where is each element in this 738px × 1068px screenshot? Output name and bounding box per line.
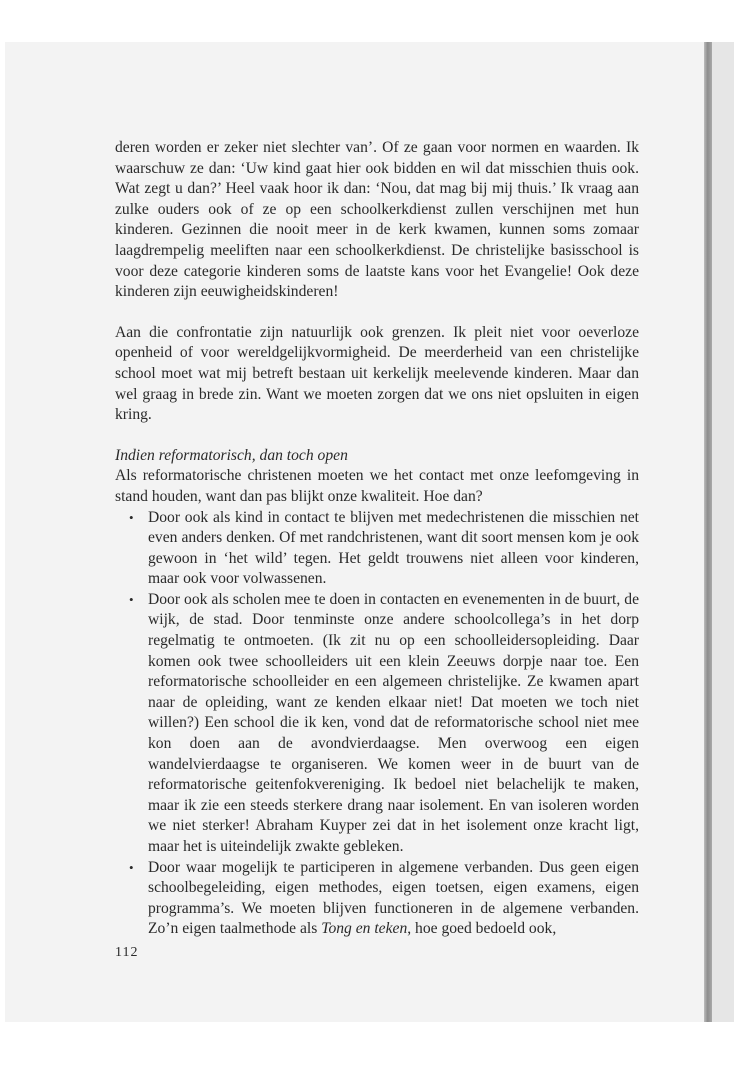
list-item-text: Door waar mogelijk te participeren in algemene verbanden. Dus geen eigen schoolbegeleiding, eigen methodes, eigen toetsen, eigen examens, eigen programma’s. We moeten blijven functioneren in de algemene verbanden. Zo’n eigen taalmethode als Tong en teken, hoe goed bedoeld ook,: [148, 858, 639, 938]
page-number: 112: [115, 945, 139, 960]
book-spine: [704, 42, 712, 1022]
paragraph: Aan die confrontatie zijn natuurlijk ook grenzen. Ik pleit niet voor oeverloze openheid of voor wereldgelijkvormigheid. De meerderheid van een christelijke school moet wat mij betreft bestaan uit kerkelijk meelevende kinderen. Maar dan wel graag in brede zin. Want we moeten zorgen dat we ons niet opsluiten in eigen kring.: [115, 323, 639, 424]
list-item: [115, 590, 639, 858]
section-heading: Indien reformatorisch, dan toch open: [115, 446, 348, 464]
list-item: [115, 858, 639, 940]
bullet-icon: •: [129, 859, 134, 875]
bullet-list: [115, 508, 639, 940]
bullet-icon: •: [129, 509, 134, 525]
bullet-icon: •: [129, 591, 134, 607]
page-edge: [712, 42, 734, 1022]
paragraph: deren worden er zeker niet slechter van’. Of ze gaan voor normen en waarden. Ik waarschuw ze dan: ‘Uw kind gaat hier ook bidden en wil dat misschien thuis ook. Wat zegt u dan?’ Heel vaak hoor ik dan: ‘Nou, dat mag bij mij thuis.’ Ik vraag aan zulke ouders ook of ze op een schoolkerkdienst zullen verschijnen met hun kinderen. Gezinnen die nooit meer in de kerk kwamen, kunnen soms zomaar laagdrempelig meeliften naar een schoolkerkdienst. De christelijke basisschool is voor deze categorie kinderen soms de laatste kans voor het Evangelie! Ook deze kinderen zijn eeuwigheidskinderen!: [115, 139, 639, 301]
list-item-text: Door ook als scholen mee te doen in contacten en evenementen in de buurt, de wijk, de stad. Door tenminste onze andere schoolcollega’s in het dorp regelmatig te ontmoeten. (Ik zit nu op een schoolleidersopleiding. Daar komen ook twee schoolleiders uit een klein Zeeuws dorpje naar toe. Een reformatorische schoolleider en een algemeen christelijke. Ze kwamen apart naar de opleiding, want ze kenden elkaar niet! Dat moeten we toch niet willen?) Een school die ik ken, vond dat de reformatorische school niet mee kon doen aan de avondvierdaagse. Men overwoog een eigen wandelvierdaagse te organiseren. We komen weer in de buurt van de reformatorische geitenfokvereniging. Ik bedoel niet belachelijk te maken, maar ik zie een steeds sterkere drang naar isolement. En van isoleren worden we niet sterker! Abraham Kuyper zei dat in het isolement onze kracht ligt, maar het is uiteindelijk zwakte gebleken.: [148, 590, 639, 855]
list-item-text: Door ook als kind in contact te blijven met medechristenen die misschien net even anders denken. Of met randchristenen, want dit soort mensen kom je ook gewoon in ‘het wild’ tegen. Het geldt trouwens niet alleen voor kinderen, maar ook voor volwassenen.: [148, 508, 639, 588]
list-item: [115, 508, 639, 590]
book-title: Tong en teken: [321, 920, 408, 938]
page-body: [115, 138, 639, 940]
intro-paragraph: Als reformatorische christenen moeten we het contact met onze leefomgeving in stand houden, want dan pas blijkt onze kwaliteit. Hoe dan?: [115, 467, 639, 505]
